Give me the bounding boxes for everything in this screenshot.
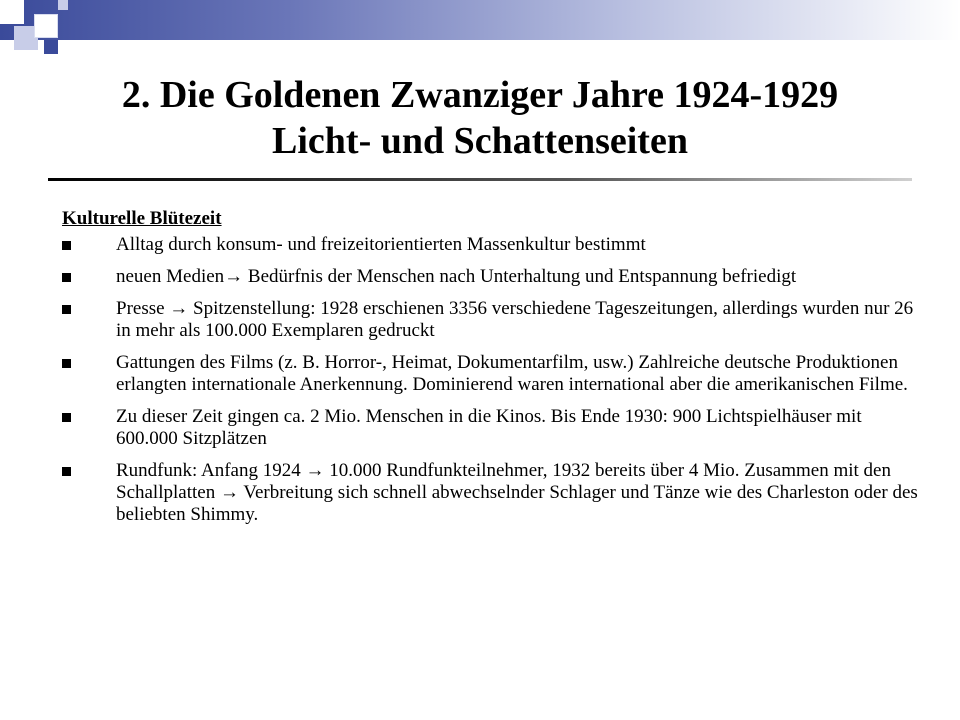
list-item-text: Rundfunk: Anfang 1924 → 10.000 Rundfunkteilnehmer, 1932 bereits über 4 Mio. Zusammen mit den Schallplatten → Verbreitung sich schnell abwechselnder Schlager und Tänze wie des Charleston oder des beliebten Shimmy. (116, 460, 918, 525)
section-heading: Kulturelle Blütezeit (62, 208, 222, 229)
decor-square (58, 0, 68, 10)
list-item (62, 352, 922, 396)
list-item-text: Gattungen des Films (z. B. Horror-, Heimat, Dokumentarfilm, usw.) Zahlreiche deutsche Produktionen erlangten internationale Anerkennung. Dominierend waren international aber die amerikanischen Filme. (116, 352, 908, 395)
slide-title-line-2: Licht- und Schattenseiten (272, 120, 688, 162)
list-item (62, 298, 922, 342)
square-bullet-icon (62, 305, 71, 314)
title-divider (48, 178, 912, 181)
slide-title-line-1: 2. Die Goldenen Zwanziger Jahre 1924-1929 (121, 74, 839, 116)
list-item (62, 266, 922, 288)
square-bullet-icon (62, 273, 71, 282)
decor-square (0, 0, 24, 24)
slide-title (0, 72, 960, 164)
list-item (62, 406, 922, 450)
list-item-text: Alltag durch konsum- und freizeitorientierten Massenkultur bestimmt (116, 234, 646, 255)
decor-square (44, 40, 58, 54)
square-bullet-icon (62, 359, 71, 368)
list-item-text: Presse → Spitzenstellung: 1928 erschienen 3356 verschiedene Tageszeitungen, allerdings wurden nur 26 in mehr als 100.000 Exemplaren gedruckt (116, 298, 914, 341)
list-item-text: neuen Medien→ Bedürfnis der Menschen nach Unterhaltung und Entspannung befriedigt (116, 266, 797, 287)
decor-square (34, 14, 58, 38)
square-bullet-icon (62, 467, 71, 476)
square-bullet-icon (62, 241, 71, 250)
square-bullet-icon (62, 413, 71, 422)
header-gradient-bar (0, 0, 960, 40)
list-item-text: Zu dieser Zeit gingen ca. 2 Mio. Menschen in die Kinos. Bis Ende 1930: 900 Lichtspielhäuser mit 600.000 Sitzplätzen (116, 406, 862, 449)
list-item (62, 460, 922, 526)
bullet-list (62, 234, 922, 536)
list-item (62, 234, 922, 256)
